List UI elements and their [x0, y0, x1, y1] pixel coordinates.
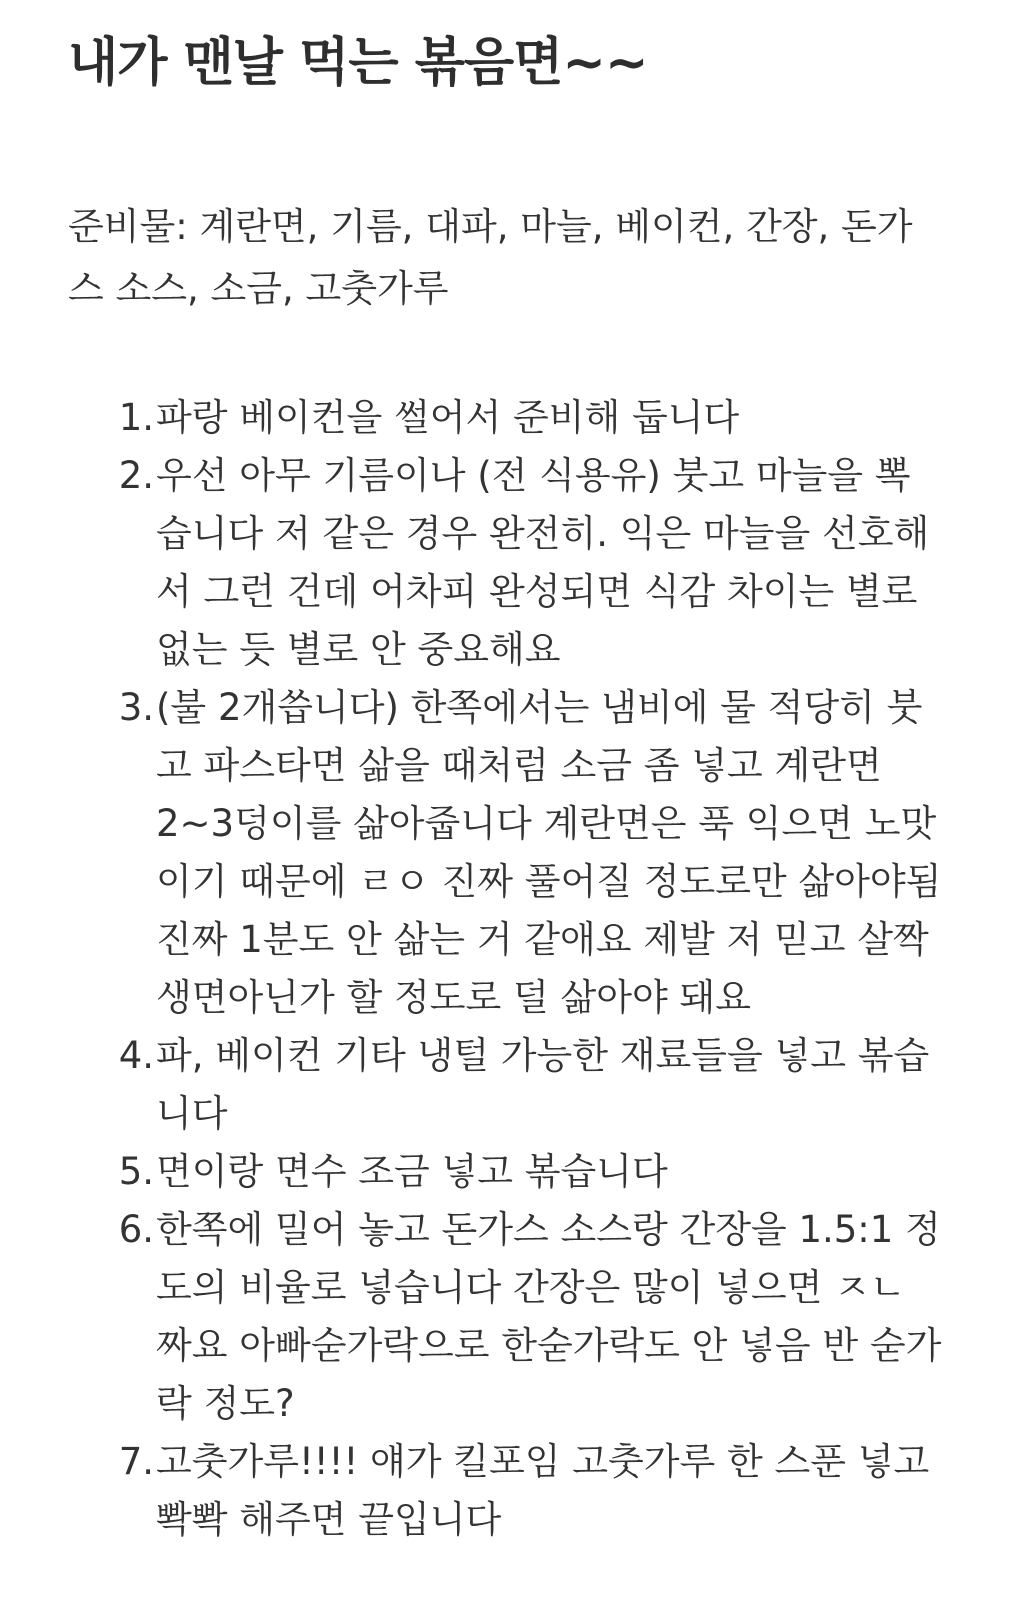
list-item [68, 1143, 964, 1201]
step-number: 7. [118, 1440, 154, 1483]
page-title: 내가 맨날 먹는 볶음면~~ [68, 33, 648, 93]
step-number: 5. [118, 1150, 154, 1193]
list-item [68, 1433, 964, 1549]
ingredients-paragraph: 준비물: 계란면, 기름, 대파, 마늘, 베이컨, 간장, 돈가스 소스, 소금, 고춧가루 [68, 205, 913, 310]
list-item [68, 389, 964, 447]
steps-list [68, 389, 964, 1549]
list-item [68, 1201, 964, 1433]
step-text: 한쪽에 밀어 놓고 돈가스 소스랑 간장을 1.5:1 정도의 비율로 넣습니다 간장은 많이 넣으면 ㅈㄴ 짜요 아빠숟가락으로 한숟가락도 안 넣음 반 숟가락 정도? [156, 1208, 942, 1425]
step-number: 2. [118, 454, 154, 497]
step-number: 3. [118, 686, 154, 729]
step-number: 1. [118, 396, 154, 439]
list-item [68, 1027, 964, 1143]
step-text: (불 2개씁니다) 한쪽에서는 냄비에 물 적당히 붓고 파스타면 삶을 때처럼 소금 좀 넣고 계란면 2~3덩이를 삶아줍니다 계란면은 푹 익으면 노맛이기 때문에 ㄹㅇ 진짜 풀어질 정도로만 삶아야됨 진짜 1분도 안 삶는 거 같애요 제발 저 믿고 살짝 생면아닌가 할 정도로 덜 삶아야 돼요 [156, 686, 942, 1019]
step-text: 고춧가루!!!! 얘가 킬포임 고춧가루 한 스푼 넣고 뽝뽝 해주면 끝입니다 [156, 1440, 930, 1541]
step-text: 면이랑 면수 조금 넣고 볶습니다 [156, 1150, 668, 1193]
step-number: 6. [118, 1208, 154, 1251]
step-text: 파, 베이컨 기타 냉털 가능한 재료들을 넣고 볶습니다 [156, 1034, 930, 1135]
step-text: 우선 아무 기름이나 (전 식용유) 붓고 마늘을 뽁습니다 저 같은 경우 완전히. 익은 마늘을 선호해서 그런 건데 어차피 완성되면 식감 차이는 별로 없는 듯 별로 안 중요해요 [156, 454, 930, 671]
step-text: 파랑 베이컨을 썰어서 준비해 둡니다 [156, 396, 740, 439]
list-item [68, 447, 964, 679]
step-number: 4. [118, 1034, 154, 1077]
list-item [68, 679, 964, 1027]
